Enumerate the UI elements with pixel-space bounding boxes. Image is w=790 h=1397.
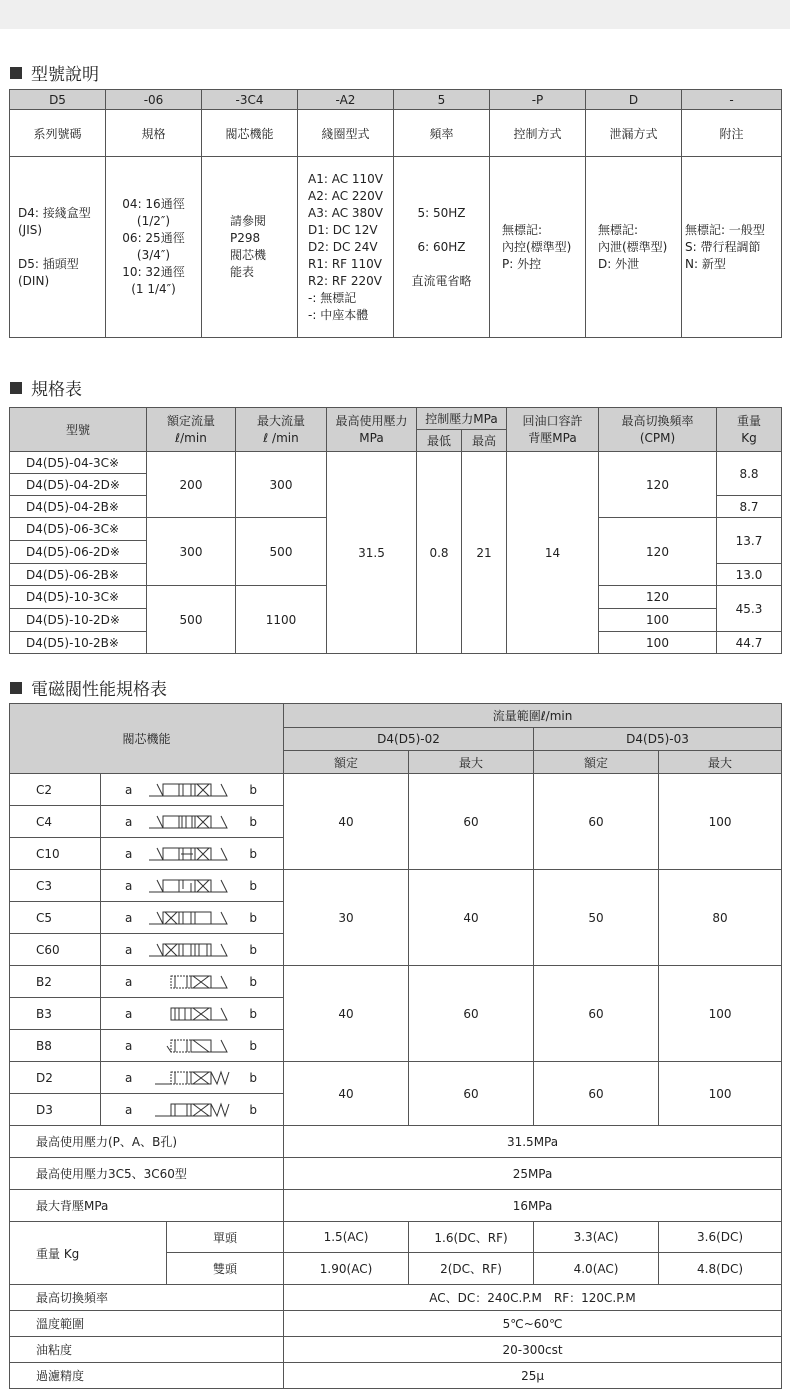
valve-symbol-icon xyxy=(147,1005,237,1023)
perf-header-03: D4(D5)-03 xyxy=(534,728,782,751)
flow-value: 30 xyxy=(284,870,409,966)
flow-value: 60 xyxy=(409,966,534,1062)
perf-header-02: D4(D5)-02 xyxy=(284,728,534,751)
weight-value: 1.6(DC、RF) xyxy=(409,1222,534,1253)
detail-spool: 請參閱 P298 閥芯機 能表 xyxy=(202,157,298,338)
max-back-pressure-value: 16MPa xyxy=(284,1190,782,1222)
perf-header-rated: 額定 xyxy=(284,751,409,774)
performance-table xyxy=(9,703,782,1389)
spec-model: D4(D5)-04-2D※ xyxy=(10,474,147,496)
valve-symbol-icon xyxy=(147,813,237,831)
flow-value: 100 xyxy=(659,774,782,870)
spec-weight: 8.7 xyxy=(717,496,782,518)
weight-value: 3.6(DC) xyxy=(659,1222,782,1253)
spool-code: C60 xyxy=(10,934,101,966)
spec-model: D4(D5)-06-2B※ xyxy=(10,564,147,586)
spool-code: B3 xyxy=(10,998,101,1030)
detail-note: 無標記: 一般型 S: 帶行程調節 N: 新型 xyxy=(682,157,782,338)
detail-coil: A1: AC 110V A2: AC 220V A3: AC 380V D1: DC 12V D2: DC 24V R1: RF 110V R2: RF 220V -: 無標記 -: 中座本體 xyxy=(298,157,394,338)
code-cell: -P xyxy=(490,90,586,110)
filtration-value: 25μ xyxy=(284,1363,782,1389)
spec-model: D4(D5)-06-3C※ xyxy=(10,518,147,541)
detail-drain: 無標記: 內泄(標準型) D: 外泄 xyxy=(586,157,682,338)
perf-header-max: 最大 xyxy=(659,751,782,774)
spec-header-freq: 最高切換頻率 (CPM) xyxy=(599,408,717,452)
spool-code: C2 xyxy=(10,774,101,806)
code-cell: - xyxy=(682,90,782,110)
spool-symbol-cell: a b xyxy=(101,806,284,838)
section-title-spec: 規格表 xyxy=(10,375,82,400)
spec-weight: 44.7 xyxy=(717,632,782,654)
spool-code: C4 xyxy=(10,806,101,838)
spec-maxflow: 500 xyxy=(236,518,327,586)
spool-symbol-cell: a b xyxy=(101,1062,284,1094)
spec-header-maxflow: 最大流量 ℓ /min xyxy=(236,408,327,452)
flow-value: 40 xyxy=(284,1062,409,1126)
spec-weight: 8.8 xyxy=(717,452,782,496)
header-cell: 系列號碼 xyxy=(10,110,106,157)
max-frequency-label: 最高切換頻率 xyxy=(10,1285,284,1311)
perf-header-rated: 額定 xyxy=(534,751,659,774)
flow-value: 60 xyxy=(534,774,659,870)
spec-header-rated: 額定流量 ℓ/min xyxy=(147,408,236,452)
model-code-row xyxy=(10,90,782,110)
spec-freq: 120 xyxy=(599,518,717,586)
code-cell: -3C4 xyxy=(202,90,298,110)
top-bar xyxy=(0,0,790,29)
max-pressure-value: 31.5MPa xyxy=(284,1126,782,1158)
bullet-square-icon xyxy=(10,67,22,79)
temperature-label: 溫度範圍 xyxy=(10,1311,284,1337)
weight-value: 1.90(AC) xyxy=(284,1253,409,1285)
weight-value: 4.0(AC) xyxy=(534,1253,659,1285)
spec-model: D4(D5)-10-3C※ xyxy=(10,586,147,609)
header-cell: 規格 xyxy=(106,110,202,157)
spool-symbol-cell: a b xyxy=(101,870,284,902)
model-table xyxy=(9,89,782,338)
spec-freq: 100 xyxy=(599,632,717,654)
viscosity-label: 油粘度 xyxy=(10,1337,284,1363)
spool-code: C3 xyxy=(10,870,101,902)
header-cell: 控制方式 xyxy=(490,110,586,157)
flow-value: 60 xyxy=(534,966,659,1062)
spec-freq: 100 xyxy=(599,609,717,632)
spec-model: D4(D5)-10-2B※ xyxy=(10,632,147,654)
flow-value: 100 xyxy=(659,966,782,1062)
spool-symbol-cell: a b xyxy=(101,774,284,806)
spec-model: D4(D5)-04-3C※ xyxy=(10,452,147,474)
spec-weight: 13.7 xyxy=(717,518,782,564)
spool-code: C10 xyxy=(10,838,101,870)
perf-header-function: 閥芯機能 xyxy=(10,704,284,774)
flow-value: 40 xyxy=(409,870,534,966)
spec-rated: 300 xyxy=(147,518,236,586)
valve-symbol-icon xyxy=(147,877,237,895)
valve-symbol-icon xyxy=(147,909,237,927)
weight-double-label: 雙頭 xyxy=(167,1253,284,1285)
flow-value: 50 xyxy=(534,870,659,966)
viscosity-value: 20-300cst xyxy=(284,1337,782,1363)
spool-symbol-cell: a b xyxy=(101,838,284,870)
code-cell: D5 xyxy=(10,90,106,110)
max-frequency-value: AC、DC：240C.P.M RF：120C.P.M xyxy=(284,1285,782,1311)
detail-frequency: 5: 50HZ 6: 60HZ 直流電省略 xyxy=(394,157,490,338)
spec-maxflow: 1100 xyxy=(236,586,327,654)
spool-code: D3 xyxy=(10,1094,101,1126)
code-cell: -06 xyxy=(106,90,202,110)
weight-value: 3.3(AC) xyxy=(534,1222,659,1253)
spool-symbol-cell: a b xyxy=(101,934,284,966)
spec-freq: 120 xyxy=(599,586,717,609)
header-cell: 頻率 xyxy=(394,110,490,157)
perf-header-flow: 流量範圍ℓ/min xyxy=(284,704,782,728)
valve-symbol-icon xyxy=(147,941,237,959)
spec-model: D4(D5)-10-2D※ xyxy=(10,609,147,632)
filtration-label: 過濾精度 xyxy=(10,1363,284,1389)
detail-size: 04: 16通徑 (1/2″) 06: 25通徑 (3/4″) 10: 32通徑 (1 1/4″) xyxy=(106,157,202,338)
spec-model: D4(D5)-06-2D※ xyxy=(10,541,147,564)
valve-symbol-icon xyxy=(147,845,237,863)
spec-maxflow: 300 xyxy=(236,452,327,518)
header-cell: 綫圈型式 xyxy=(298,110,394,157)
weight-value: 4.8(DC) xyxy=(659,1253,782,1285)
bullet-square-icon xyxy=(10,682,22,694)
weight-value: 1.5(AC) xyxy=(284,1222,409,1253)
spec-freq: 120 xyxy=(599,452,717,518)
spec-back: 14 xyxy=(507,452,599,654)
perf-header-max: 最大 xyxy=(409,751,534,774)
valve-symbol-icon xyxy=(147,1037,237,1055)
spec-header-min: 最低 xyxy=(417,430,462,452)
bullet-square-icon xyxy=(10,382,22,394)
spool-code: D2 xyxy=(10,1062,101,1094)
detail-control: 無標記: 內控(標準型) P: 外控 xyxy=(490,157,586,338)
spec-model: D4(D5)-04-2B※ xyxy=(10,496,147,518)
spec-pressure: 31.5 xyxy=(327,452,417,654)
spool-code: B2 xyxy=(10,966,101,998)
code-cell: 5 xyxy=(394,90,490,110)
weight-label: 重量 Kg xyxy=(10,1222,167,1285)
spec-header-back: 回油口容許 背壓MPa xyxy=(507,408,599,452)
model-header-row xyxy=(10,110,782,157)
spec-table xyxy=(9,407,782,654)
spec-header-control: 控制壓力MPa xyxy=(417,408,507,430)
valve-symbol-icon xyxy=(147,781,237,799)
flow-value: 60 xyxy=(409,1062,534,1126)
valve-symbol-icon xyxy=(147,973,237,991)
flow-value: 60 xyxy=(534,1062,659,1126)
spec-rated: 200 xyxy=(147,452,236,518)
spool-symbol-cell: a b xyxy=(101,1030,284,1062)
section-title-performance: 電磁閥性能規格表 xyxy=(10,675,167,700)
weight-value: 2(DC、RF) xyxy=(409,1253,534,1285)
valve-symbol-icon xyxy=(147,1101,237,1119)
spec-header-high: 最高 xyxy=(462,430,507,452)
header-cell: 泄漏方式 xyxy=(586,110,682,157)
spec-header-model: 型號 xyxy=(10,408,147,452)
header-cell: 附注 xyxy=(682,110,782,157)
valve-symbol-icon xyxy=(147,1069,237,1087)
spool-code: C5 xyxy=(10,902,101,934)
model-detail-row xyxy=(10,157,782,338)
flow-value: 60 xyxy=(409,774,534,870)
weight-single-label: 單頭 xyxy=(167,1222,284,1253)
section-title-model: 型號說明 xyxy=(10,60,99,85)
max-pressure-3c-value: 25MPa xyxy=(284,1158,782,1190)
code-cell: D xyxy=(586,90,682,110)
flow-value: 100 xyxy=(659,1062,782,1126)
spec-header-pressure: 最高使用壓力 MPa xyxy=(327,408,417,452)
temperature-value: 5℃~60℃ xyxy=(284,1311,782,1337)
detail-series: D4: 接綫盒型 (JIS) D5: 插頭型 (DIN) xyxy=(10,157,106,338)
spool-symbol-cell: a b xyxy=(101,966,284,998)
flow-value: 40 xyxy=(284,774,409,870)
spec-weight: 45.3 xyxy=(717,586,782,632)
max-back-pressure-label: 最大背壓MPa xyxy=(10,1190,284,1222)
flow-value: 40 xyxy=(284,966,409,1062)
header-cell: 閥芯機能 xyxy=(202,110,298,157)
spool-symbol-cell: a b xyxy=(101,998,284,1030)
spool-symbol-cell: a b xyxy=(101,1094,284,1126)
spool-symbol-cell: a b xyxy=(101,902,284,934)
spec-rated: 500 xyxy=(147,586,236,654)
code-cell: -A2 xyxy=(298,90,394,110)
spec-cmin: 0.8 xyxy=(417,452,462,654)
spec-cmax: 21 xyxy=(462,452,507,654)
flow-value: 80 xyxy=(659,870,782,966)
spec-weight: 13.0 xyxy=(717,564,782,586)
spec-header-weight: 重量 Kg xyxy=(717,408,782,452)
spool-code: B8 xyxy=(10,1030,101,1062)
max-pressure-3c-label: 最高使用壓力3C5、3C60型 xyxy=(10,1158,284,1190)
max-pressure-label: 最高使用壓力(P、A、B孔) xyxy=(10,1126,284,1158)
